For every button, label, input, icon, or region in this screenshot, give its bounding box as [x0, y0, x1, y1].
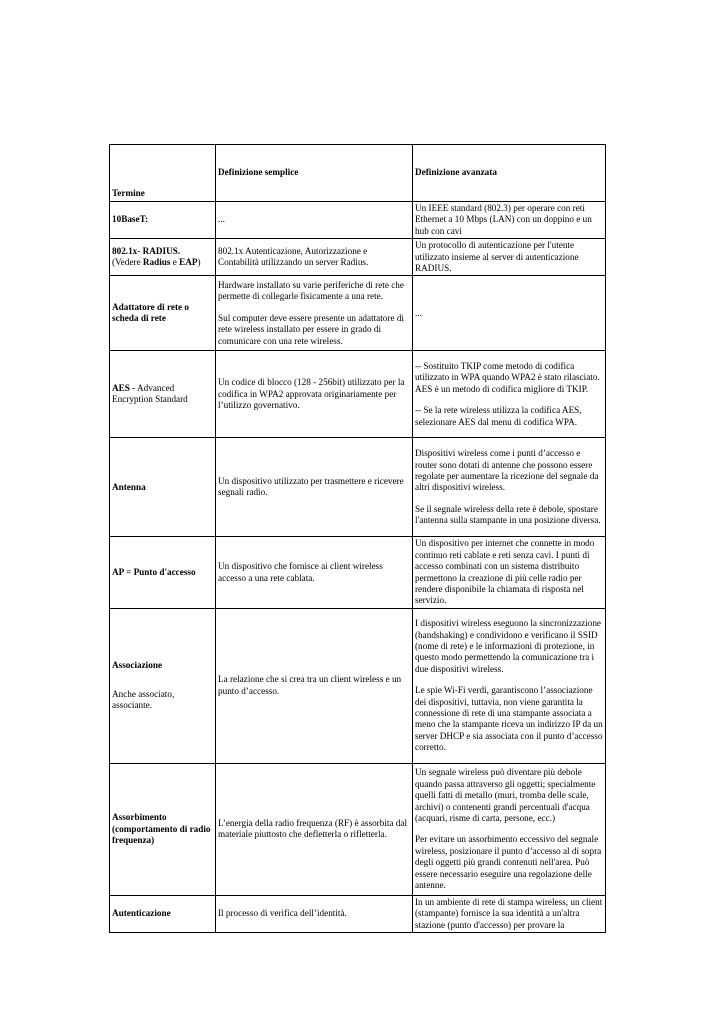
simple-cell [216, 537, 413, 608]
table-row [110, 895, 606, 932]
simple-cell: ... [216, 202, 413, 239]
advanced-cell [413, 202, 606, 239]
header-row [110, 145, 606, 202]
table-row [110, 608, 606, 763]
term-cell: Antenna [110, 438, 216, 537]
advanced-paragraph: Le spie Wi-Fi verdi, garantiscono l’associazione dei dispositivi, tuttavia, non viene garantita la connessione di rete di una stampante associata a meno che la stampante riceva un indirizzo IP da un server DHCP e sia associata con il punto d’accesso corretto. [415, 685, 603, 753]
simple-cell [216, 276, 413, 351]
advanced-cell [413, 239, 606, 276]
advanced-paragraph: -- Se la rete wireless utilizza la codifica AES, selezionare AES dal menu di codifica WPA. [415, 405, 582, 427]
term-cell: AP = Punto d'accesso [110, 537, 216, 608]
advanced-paragraph: Per evitare un assorbimento eccessivo del segnale wireless, posizionare il punto d’accesso al di sopra degli oggetti più grandi contenuti nell'area. Può essere necessario eseguire una regolazione delle antenne. [415, 834, 602, 890]
simple-paragraph: La relazione che si crea tra un client wireless e un punto d’accesso. [218, 674, 402, 696]
term-cell: Autenticazione [110, 895, 216, 932]
simple-cell [216, 239, 413, 276]
advanced-paragraph: I dispositivi wireless eseguono la sincronizzazione (handshaking) e condividono e verificano il SSID (nome di rete) e le informazioni di protezione, in questo modo permettendo la comunicazione tra i due dispositivi wireless. [415, 618, 601, 674]
advanced-paragraph: Un dispositivo per internet che connette in modo continuo reti cablate e reti senza cavi. I punti di accesso combinati con un sistema distribuito permettono la creazione di più celle radio per rendere disponibile la chiamata di risposta nel servizio. [415, 538, 595, 606]
header-advanced: Definizione avanzata [413, 145, 606, 202]
table-row [110, 351, 606, 438]
simple-paragraph: Un dispositivo utilizzato per trasmettere e ricevere segnali radio. [218, 476, 404, 498]
term-title: 802.1x- RADIUS. [112, 245, 181, 256]
simple-cell [216, 351, 413, 438]
table-row [110, 276, 606, 351]
advanced-cell [413, 763, 606, 895]
simple-cell [216, 438, 413, 537]
advanced-cell [413, 276, 606, 351]
advanced-cell [413, 895, 606, 932]
advanced-paragraph: In un ambiente di rete di stampa wireless, un client (stampante) fornisce la sua identità a un'altra stazione (punto d'accesso) per provare la [415, 896, 603, 930]
glossary-table [109, 144, 606, 933]
simple-paragraph: Il processo di verifica dell’identità. [218, 908, 347, 919]
term-note: (Vedere [112, 257, 143, 268]
advanced-paragraph: Un protocollo di autenticazione per l'utente utilizzato insieme al server di autenticazione RADIUS. [415, 240, 579, 274]
term-title: AES - [112, 383, 136, 394]
simple-paragraph: 802.1x Autenticazione, Autorizzazione e Contabilità utilizzando un server Radius. [218, 245, 369, 268]
advanced-paragraph: ... [415, 307, 422, 318]
term-link: EAP [179, 257, 198, 268]
table-row [110, 537, 606, 608]
simple-paragraph: Un codice di blocco (128 - 256bit) utilizzato per la codifica in WPA2 approvata originariamente per l’utilizzo governativo. [218, 377, 405, 411]
simple-paragraph: Hardware installato su varie periferiche di rete che permette di collegarle fisicamente a una rete. [218, 279, 404, 302]
term-cell: 10BaseT: [110, 202, 216, 239]
term-title: Associazione [112, 660, 163, 671]
advanced-cell [413, 608, 606, 763]
term-cell [110, 608, 216, 763]
term-note: Advanced Encryption Standard [112, 383, 188, 405]
simple-paragraph: L’energia della radio frequenza (RF) è assorbita dal materiale piuttosto che defletterla o rifletterla. [218, 817, 408, 840]
table-row [110, 438, 606, 537]
advanced-cell [413, 438, 606, 537]
advanced-paragraph: Un IEEE standard (802.3) per operare con reti Ethernet a 10 Mbps (LAN) con un doppino e un hub con cavi [415, 203, 592, 236]
simple-paragraph: Sul computer deve essere presente un adattatore di rete wireless installato per essere in grado di comunicare con una rete wireless. [218, 312, 404, 346]
advanced-paragraph: -- Sostituito TKIP come metodo di codifica utilizzato in WPA quando WPA2 è stato rilasciato. AES è un metodo di codifica migliore di TKIP. [415, 360, 600, 394]
term-cell: Adattatore di rete o scheda di rete [110, 276, 216, 351]
term-note: ) [197, 257, 201, 268]
table-row [110, 763, 606, 895]
term-note: Anche associato, associante. [112, 688, 175, 711]
header-simple: Definizione semplice [216, 145, 413, 202]
term-link: Radius [142, 257, 171, 268]
advanced-cell [413, 537, 606, 608]
advanced-paragraph: Dispositivi wireless come i punti d’accesso e router sono dotati di antenne che possono essere regolate per aumentare la ricezione del segnale da altri dispositivi wireless. [415, 448, 599, 493]
table-row [110, 202, 606, 239]
term-cell: Assorbimento (comportamento di radio frequenza) [110, 763, 216, 895]
simple-cell [216, 763, 413, 895]
term-cell [110, 351, 216, 438]
advanced-paragraph: Se il segnale wireless della rete è debole, spostare l'antenna sulla stampante in una posizione diversa. [415, 503, 601, 526]
term-cell [110, 239, 216, 276]
advanced-cell [413, 351, 606, 438]
simple-paragraph: Un dispositivo che fornisce ai client wireless accesso a una rete cablata. [218, 561, 383, 583]
simple-cell [216, 895, 413, 932]
table-row [110, 239, 606, 276]
simple-cell [216, 608, 413, 763]
advanced-paragraph: Un segnale wireless può diventare più debole quando passa attraverso gli oggetti; specialmente quelli fatti di metallo (muri, tromba delle scale, archivi) o contenenti grandi percentuali d'acqua (acquari, risme di carta, persone, ecc.) [415, 767, 596, 823]
header-term: Termine [110, 145, 216, 202]
term-note: e [170, 257, 180, 268]
